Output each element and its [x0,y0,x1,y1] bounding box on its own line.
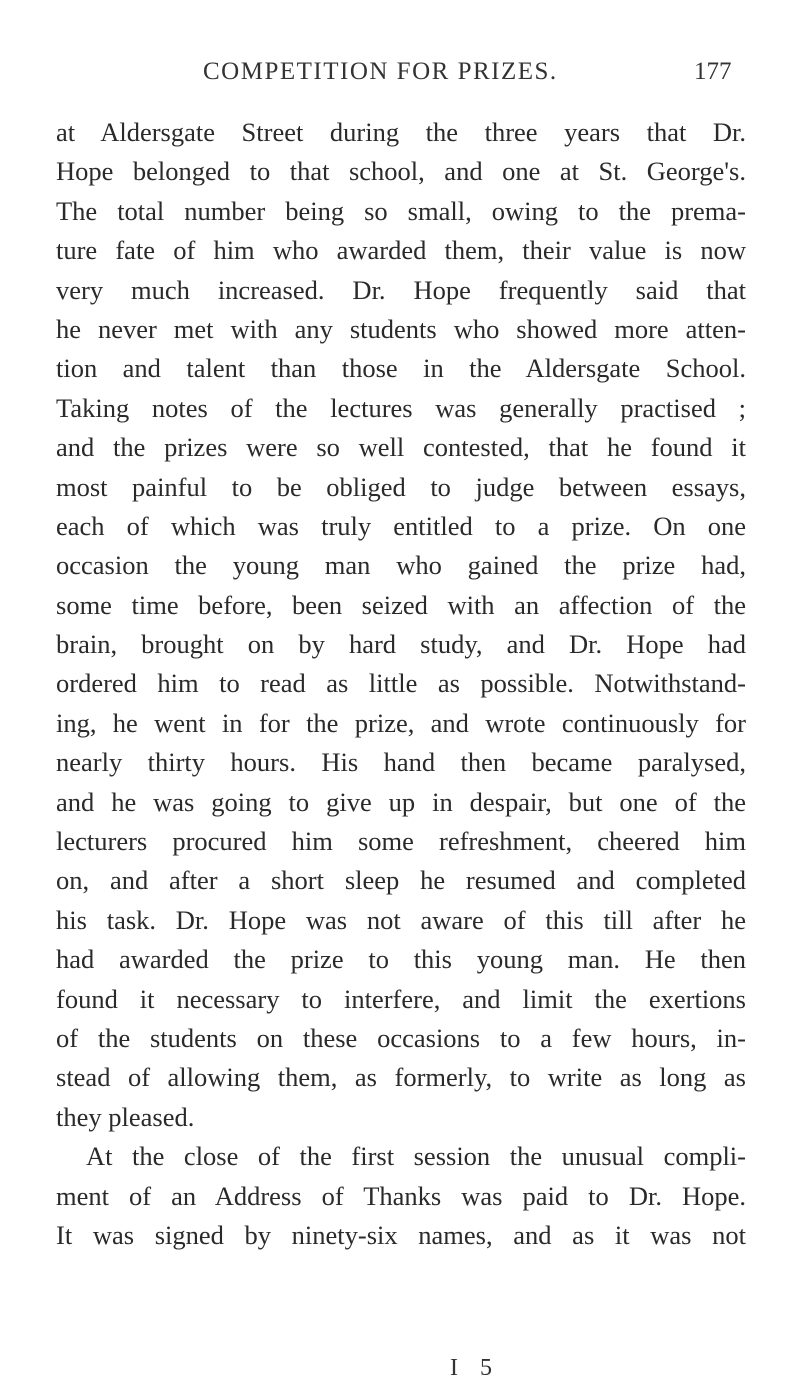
text-line: very much increased. Dr. Hope frequently said that [56,274,746,305]
paragraph-end-line: they pleased. [56,1101,195,1132]
text-line: stead of allowing them, as formerly, to write as long as [56,1062,746,1093]
body-text [56,113,746,1255]
text-line: ture fate of him who awarded them, their value is now [56,235,746,266]
text-line: nearly thirty hours. His hand then became paralysed, [56,747,746,778]
text-line: occasion the young man who gained the prize had, [56,550,746,581]
text-line: ment of an Address of Thanks was paid to Dr. Hope. [56,1180,746,1211]
text-line: found it necessary to interfere, and limit the exertions [56,983,746,1014]
text-line: he never met with any students who showed more atten- [56,313,746,344]
text-line: The total number being so small, owing to the prema- [56,195,746,226]
text-line: ing, he went in for the prize, and wrote continuously for [56,707,746,738]
text-line: brain, brought on by hard study, and Dr. Hope had [56,629,746,660]
text-line: It was signed by ninety-six names, and as it was not [56,1219,746,1250]
paragraph-start-line: At the close of the first session the unusual compli- [86,1141,746,1172]
page-header [0,58,800,98]
text-line: of the students on these occasions to a few hours, in- [56,1022,746,1053]
running-head: COMPETITION FOR PRIZES. [203,58,558,85]
text-line: and he was going to give up in despair, but one of the [56,786,746,817]
text-line: Hope belonged to that school, and one at St. George's. [56,156,746,187]
text-line: tion and talent than those in the Aldersgate School. [56,353,746,384]
page-number: 177 [694,58,732,85]
text-line: on, and after a short sleep he resumed and completed [56,865,746,896]
text-line: Taking notes of the lectures was generally practised ; [56,392,746,423]
text-line: his task. Dr. Hope was not aware of this till after he [56,904,746,935]
text-line: had awarded the prize to this young man. He then [56,944,746,975]
text-line: and the prizes were so well contested, that he found it [56,432,746,463]
text-line: each of which was truly entitled to a prize. On one [56,510,746,541]
text-line: some time before, been seized with an affection of the [56,589,746,620]
text-line: ordered him to read as little as possible. Notwithstand- [56,668,746,699]
text-line: at Aldersgate Street during the three years that Dr. [56,117,746,147]
signature-mark: I 5 [450,1355,500,1381]
text-line: lecturers procured him some refreshment, cheered him [56,826,746,857]
text-line: most painful to be obliged to judge between essays, [56,471,746,502]
